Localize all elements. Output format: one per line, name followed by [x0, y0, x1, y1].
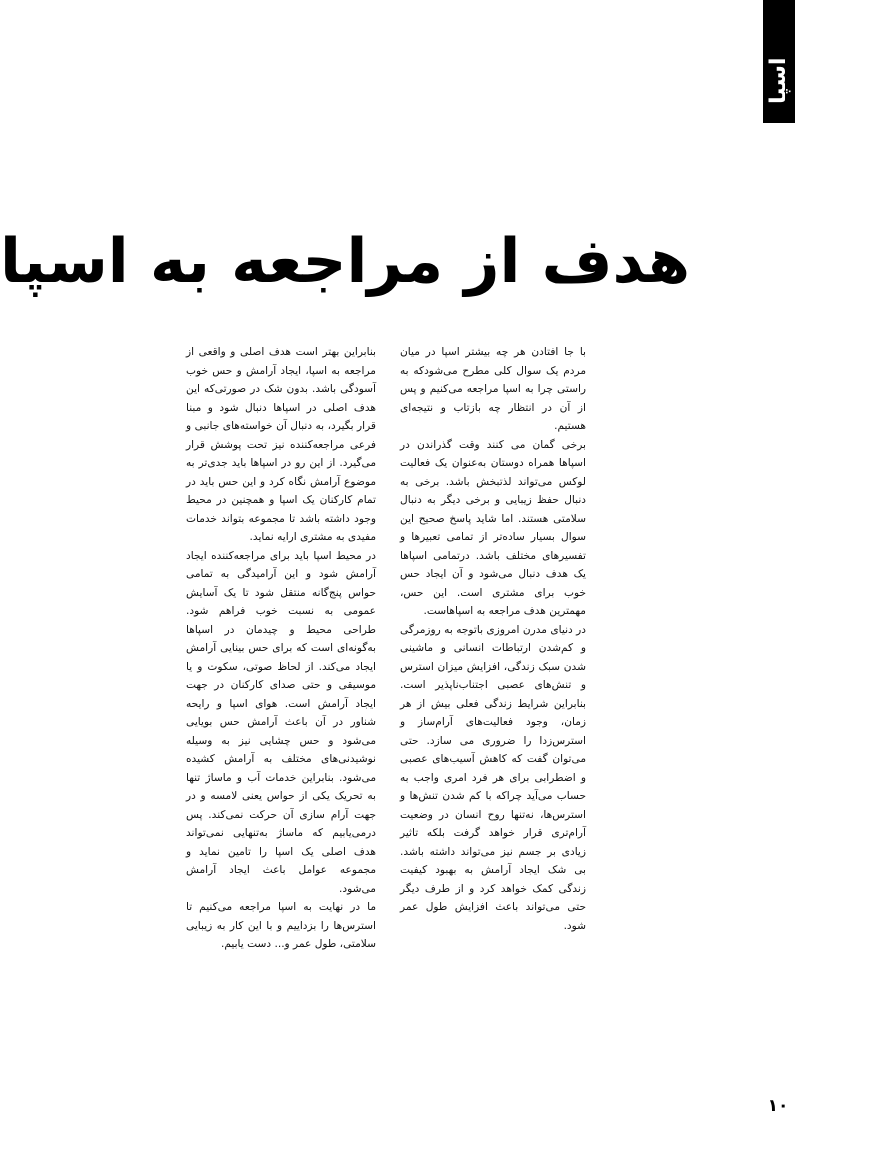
paragraph: برخی گمان می کنند وقت گذراندن در اسپاها همراه دوستان به‌عنوان یک فعالیت لوکس می‌تواند لذتبخش باشد. برخی به دنبال حفظ زیبایی و برخی دیگر به دنبال سلامتی هستند. اما شاید پاسخ صحیح این سوال بسیار ساده‌تر از تمامی تعبیرها و تفسیرهای مختلف باشد. درتمامی اسپاها یک هدف دنبال می‌شود و آن ایجاد حس خوب برای مشتری است. این حس، مهمترین هدف مراجعه به اسپاهاست.	[400, 438, 586, 617]
paragraph: بنابراین بهتر است هدف اصلی و واقعی از مراجعه به اسپا، ایجاد آرامش و حس خوب آسودگی باشد. بدون شک در صورتی‌که این هدف اصلی در اسپاها دنبال شود و مبنا قرار بگیرد، به دنبال آن خواسته‌های جانبی و فرعی مراجعه‌کننده نیز تحت پوشش قرار می‌گیرد. از این رو در اسپاها باید جدی‌تر به موضوع آرامش نگاه کرد و این حس باید در تمام کارکنان یک اسپا و همچنین در محیط وجود داشته باشد تا مجموعه بتواند خدمات مفیدی به مشتری ارایه نماید.	[186, 346, 376, 543]
paragraph: ما در نهایت به اسپا مراجعه می‌کنیم تا استرس‌ها را بزداییم و با این کار به زیبایی سلامتی، طول عمر و... دست یابیم.	[186, 901, 376, 950]
section-tab-label: اسپا	[766, 57, 791, 104]
page-number: ۱۰	[767, 1096, 789, 1116]
paragraph: در محیط اسپا باید برای مراجعه‌کننده ایجاد آرامش شود و این آرامیدگی به تمامی حواس پنج‌گانه منتقل شود تا یک آسایش عمومی به نسبت خوب فراهم شود. طراحی محیط و چیدمان در اسپاها به‌گونه‌ای است که برای حس بینایی آرامش ایجاد می‌کند. از لحاظ صوتی، سکوت و یا موسیقی و حتی صدای کارکنان در جهت ایجاد آرامش است. هوای اسپا و رایحه شناور در آن باعث آرامش حس بویایی می‌شود و حس چشایی نیز به وسیله نوشیدنی‌های مختلف به آرامش کشیده می‌شود. بنابراین خدمات آب و ماساژ تنها به تحریک یکی از حواس یعنی لامسه و در جهت آرام سازی آن حرکت نمی‌کند. پس درمی‌یابیم که ماساژ به‌تنهایی نمی‌تواند هدف اصلی یک اسپا را تامین نماید و مجموعه عوامل باعث ایجاد آرامش می‌شود.	[186, 549, 376, 895]
article-title: هدف از مراجعه به اسپا	[0, 226, 690, 297]
article-column-left	[186, 343, 376, 954]
section-tab	[763, 0, 795, 123]
paragraph: در دنیای مدرن امروزی باتوجه به روزمرگی و کم‌شدن ارتباطات انسانی و ماشینی شدن سبک زندگی، افزایش میزان استرس و تنش‌های عصبی اجتناب‌ناپذیر است. بنابراین شرایط زندگی فعلی بیش از هر زمان، وجود فعالیت‌های آرام‌ساز و استرس‌زدا را ضروری می سازد. حتی می‌توان گفت که کاهش آسیب‌های عصبی و اضطرابی برای هر فرد امری واجب به حساب می‌آید چراکه با کم شدن تنش‌ها و استرس‌ها، نه‌تنها روح انسان در وضعیت آرام‌تری قرار خواهد گرفت بلکه تاثیر زیادی بر جسم نیز می‌تواند داشته باشد. بی شک ایجاد آرامش به بهبود کیفیت زندگی کمک خواهد کرد و از طرف دیگر حتی می‌تواند باعث افزایش طول عمر شود.	[400, 623, 586, 932]
article-column-right	[400, 343, 586, 935]
paragraph: با جا افتادن هر چه بیشتر اسپا در میان مردم یک سوال کلی مطرح می‌شودکه به راستی چرا به اسپا مراجعه می‌کنیم و پس از آن در انتظار چه بازتاب و نتیجه‌ای هستیم.	[400, 346, 586, 432]
